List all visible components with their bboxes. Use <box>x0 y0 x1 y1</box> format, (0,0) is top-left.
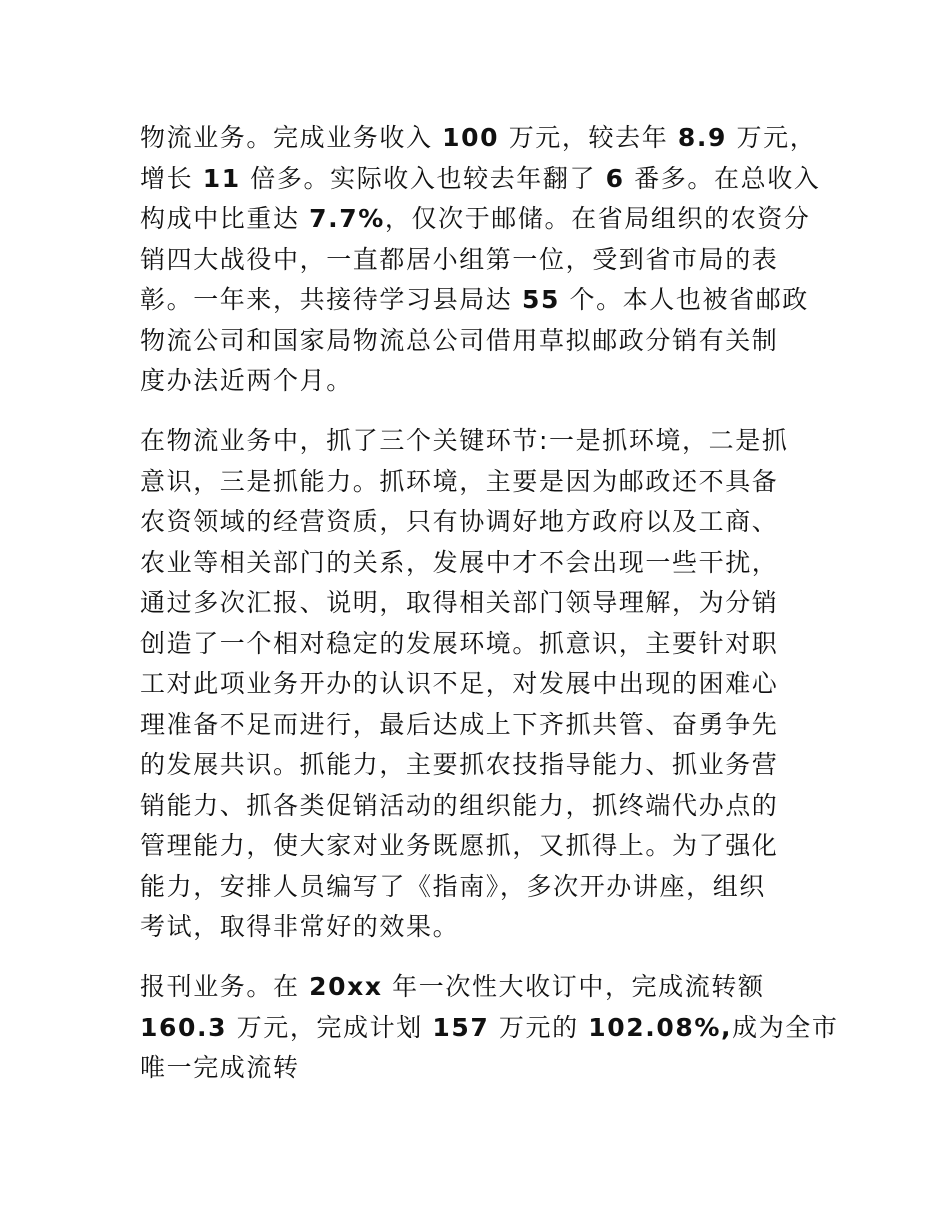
emphasized-number: 55 <box>521 285 560 314</box>
text-segment: 报刊业务。在 <box>140 972 310 1001</box>
text-line <box>140 421 820 462</box>
emphasized-number: 11 <box>202 163 241 193</box>
emphasized-number: 7.7% <box>309 204 385 233</box>
text-line <box>140 1048 820 1089</box>
text-segment: 彰。一年来，共接待学习县局达 <box>140 285 522 314</box>
text-segment: 工对此项业务开办的认识不足，对发展中出现的困难心 <box>140 669 779 698</box>
emphasized-number: 157 <box>432 1012 490 1042</box>
text-segment: ，仅次于邮储。在省局组织的农资分 <box>384 204 811 233</box>
text-segment: 意识，三是抓能力。抓环境，主要是因为邮政还不具备 <box>140 466 779 496</box>
text-segment: 销四大战役中，一直都居小组第一位，受到省市局的表 <box>140 244 779 274</box>
paragraph-key-links <box>140 421 820 948</box>
text-line <box>140 907 820 948</box>
text-segment: 万元，较去年 <box>499 123 678 152</box>
text-segment: 在物流业务中，抓了三个关键环节:一是抓环境，二是抓 <box>140 426 789 455</box>
text-line <box>140 280 820 321</box>
text-line <box>140 159 820 200</box>
text-line <box>140 118 820 159</box>
emphasized-number: 8.9 <box>677 123 727 152</box>
text-line <box>140 583 820 624</box>
text-segment: 考试，取得非常好的效果。 <box>140 912 460 941</box>
text-segment: 增长 <box>140 163 203 193</box>
text-segment: 年一次性大收订中，完成流转额 <box>382 972 765 1001</box>
emphasized-number: 100 <box>442 123 500 152</box>
text-segment: 唯一完成流转 <box>140 1053 300 1082</box>
text-segment: 度办法近两个月。 <box>140 366 353 395</box>
text-segment: 成为全市 <box>732 1012 839 1042</box>
text-segment: 物流公司和国家局物流总公司借用草拟邮政分销有关制 <box>140 325 779 355</box>
text-segment: 创造了一个相对稳定的发展环境。抓意识，主要针对职 <box>140 628 779 658</box>
text-line <box>140 1008 839 1049</box>
text-segment: 农资领域的经营资质，只有协调好地方政府以及工商、 <box>140 507 779 536</box>
text-segment: 通过多次汇报、说明，取得相关部门领导理解，为分销 <box>140 588 779 617</box>
text-line <box>140 361 820 402</box>
text-segment: 个。本人也被省邮政 <box>559 285 809 314</box>
text-line <box>140 826 820 867</box>
text-segment: 销能力、抓各类促销活动的组织能力，抓终端代办点的 <box>140 790 779 820</box>
text-line <box>140 664 820 705</box>
text-line <box>140 867 820 908</box>
emphasized-number: 20xx <box>309 972 383 1001</box>
text-segment: 万元，完成计划 <box>227 1012 433 1042</box>
text-line <box>140 502 820 543</box>
emphasized-number: 102.08%, <box>588 1012 733 1042</box>
text-segment: 物流业务。完成业务收入 <box>140 123 443 152</box>
text-segment: 管理能力，使大家对业务既愿抓，又抓得上。为了强化 <box>140 831 779 860</box>
text-segment: 倍多。实际收入也较去年翻了 <box>240 163 606 193</box>
text-line <box>140 321 820 362</box>
text-line <box>140 543 820 584</box>
text-line <box>140 462 820 503</box>
text-line <box>140 786 820 827</box>
paragraph-logistics <box>140 118 820 402</box>
text-segment: 的发展共识。抓能力，主要抓农技指导能力、抓业务营 <box>140 750 779 779</box>
text-line <box>140 240 820 281</box>
text-segment: 构成中比重达 <box>140 204 310 233</box>
text-segment: 番多。在总收入 <box>624 163 821 193</box>
text-line <box>140 624 820 665</box>
paragraph-newspaper <box>140 967 839 1089</box>
text-line <box>140 745 820 786</box>
text-segment: 万元的 <box>489 1012 589 1042</box>
text-line <box>140 199 820 240</box>
text-segment: 能力，安排人员编写了《指南》，多次开办讲座，组织 <box>140 871 766 901</box>
emphasized-number: 6 <box>605 163 625 193</box>
text-segment: 理准备不足而进行，最后达成上下齐抓共管、奋勇争先 <box>140 709 779 739</box>
text-line <box>140 705 820 746</box>
text-segment: 农业等相关部门的关系，发展中才不会出现一些干扰， <box>140 547 779 577</box>
text-line <box>140 967 820 1008</box>
text-segment: 万元， <box>726 123 817 152</box>
emphasized-number: 160.3 <box>140 1012 228 1042</box>
